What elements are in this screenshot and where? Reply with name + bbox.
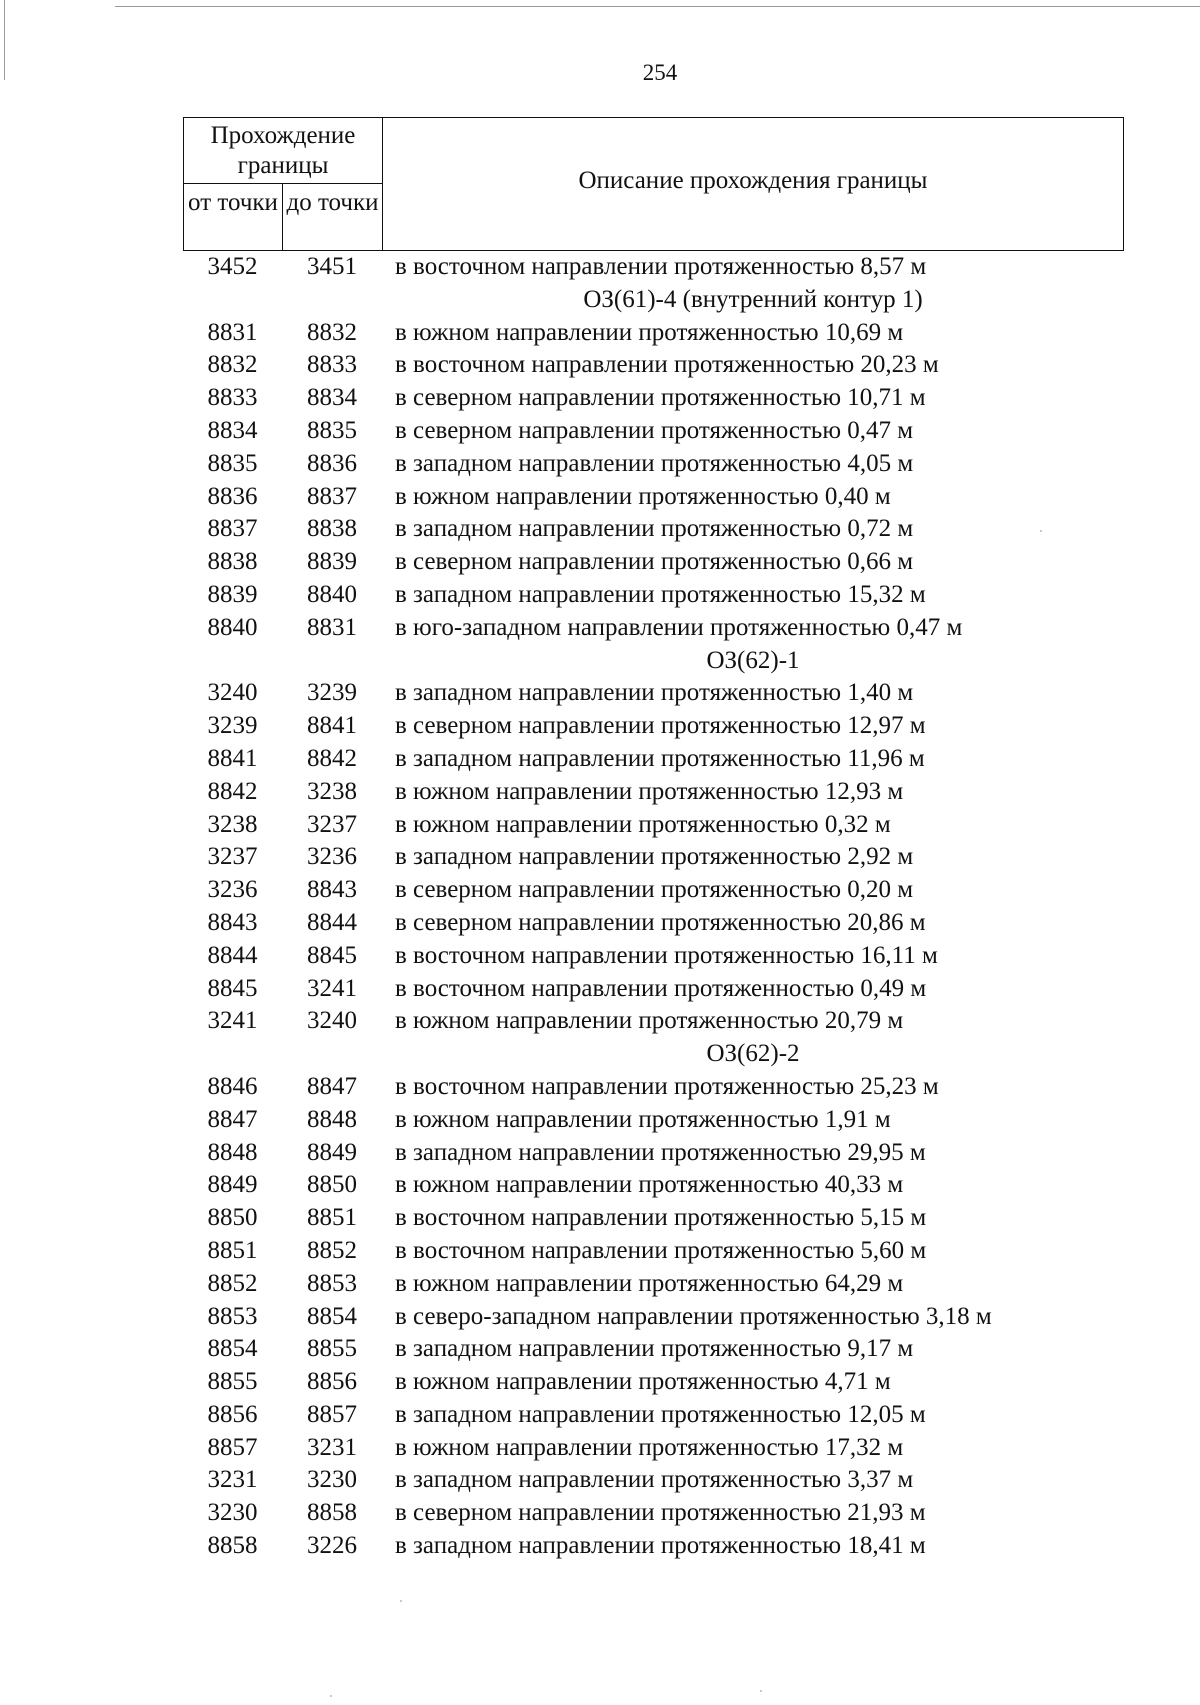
description-cell: в южном направлении протяженностью 12,93 м — [395, 777, 904, 805]
description-cell: в западном направлении протяженностью 2,92 м — [395, 843, 914, 871]
from-point-cell: 8852 — [207, 1269, 258, 1297]
description-cell: в юго-западном направлении протяженностью 0,47 м — [395, 613, 963, 641]
description-cell: в южном направлении протяженностью 10,69 м — [395, 318, 904, 346]
from-point-cell: 3237 — [207, 843, 258, 871]
header-to-point: до точки — [283, 184, 383, 250]
from-point-cell: 8847 — [207, 1105, 258, 1133]
from-point-cell: 8838 — [207, 548, 258, 576]
to-point-cell: 8845 — [307, 941, 357, 969]
description-cell: в южном направлении протяженностью 40,33 м — [395, 1171, 904, 1199]
from-point-cell: 8843 — [207, 908, 258, 936]
to-point-cell: 8841 — [307, 712, 357, 740]
table-row — [183, 1432, 1124, 1465]
description-cell: в северном направлении протяженностью 12,97 м — [395, 712, 926, 740]
table-row — [183, 907, 1124, 940]
section-title: ОЗ(62)-2 — [706, 1040, 800, 1068]
from-point-cell: 3230 — [207, 1499, 258, 1527]
to-point-cell: 8839 — [307, 548, 357, 576]
table-row — [183, 1071, 1124, 1104]
table-row — [183, 973, 1124, 1006]
description-cell: в северном направлении протяженностью 0,47 м — [395, 416, 914, 444]
description-cell: в западном направлении протяженностью 4,05 м — [395, 449, 914, 477]
table-row — [183, 1268, 1124, 1301]
section-title: ОЗ(62)-1 — [706, 646, 800, 674]
from-point-cell: 8842 — [207, 777, 258, 805]
from-point-cell: 8835 — [207, 449, 258, 477]
description-cell: в восточном направлении протяженностью 5,60 м — [395, 1236, 927, 1264]
description-cell: в западном направлении протяженностью 9,17 м — [395, 1335, 914, 1363]
description-cell: в западном направлении протяженностью 12,05 м — [395, 1400, 926, 1428]
table-row — [183, 382, 1124, 415]
to-point-cell: 8840 — [307, 580, 357, 608]
description-cell: в южном направлении протяженностью 64,29 м — [395, 1269, 904, 1297]
description-cell: в восточном направлении протяженностью 16,11 м — [395, 941, 938, 969]
description-cell: в южном направлении протяженностью 1,91 м — [395, 1105, 891, 1133]
to-point-cell: 3226 — [307, 1532, 357, 1560]
to-point-cell: 8853 — [307, 1269, 357, 1297]
description-cell: в северо-западном направлении протяженностью 3,18 м — [395, 1302, 992, 1330]
header-boundary-passage: Прохождение границы — [184, 118, 383, 184]
from-point-cell: 8850 — [207, 1204, 258, 1232]
description-cell: в северном направлении протяженностью 0,66 м — [395, 548, 914, 576]
table-row — [183, 349, 1124, 382]
from-point-cell: 8855 — [207, 1368, 258, 1396]
to-point-cell: 8837 — [307, 482, 357, 510]
boundary-table-body — [183, 251, 1124, 1563]
from-point-cell: 8845 — [207, 974, 258, 1002]
description-cell: в западном направлении протяженностью 29,95 м — [395, 1138, 926, 1166]
to-point-cell: 8848 — [307, 1105, 357, 1133]
to-point-cell: 8849 — [307, 1138, 357, 1166]
to-point-cell: 3231 — [307, 1433, 357, 1461]
table-row — [183, 481, 1124, 514]
description-cell: в южном направлении протяженностью 4,71 м — [395, 1368, 891, 1396]
from-point-cell: 8844 — [207, 941, 258, 969]
description-cell: в западном направлении протяженностью 15,32 м — [395, 580, 926, 608]
table-row — [183, 1399, 1124, 1432]
table-row — [183, 1333, 1124, 1366]
table-row — [183, 1497, 1124, 1530]
table-row — [183, 579, 1124, 612]
from-point-cell: 8848 — [207, 1138, 258, 1166]
from-point-cell: 8840 — [207, 613, 258, 641]
to-point-cell: 8844 — [307, 908, 357, 936]
table-row — [183, 1137, 1124, 1170]
to-point-cell: 8852 — [307, 1236, 357, 1264]
from-point-cell: 8851 — [207, 1236, 258, 1264]
to-point-cell: 3237 — [307, 810, 357, 838]
description-cell: в южном направлении протяженностью 20,79 м — [395, 1007, 904, 1035]
to-point-cell: 3451 — [307, 253, 357, 280]
table-row — [183, 710, 1124, 743]
table-row — [183, 1235, 1124, 1268]
from-point-cell: 3238 — [207, 810, 258, 838]
to-point-cell: 3241 — [307, 974, 357, 1002]
to-point-cell: 3238 — [307, 777, 357, 805]
from-point-cell: 8833 — [207, 384, 258, 412]
to-point-cell: 8842 — [307, 744, 357, 772]
section-heading-row — [183, 1038, 1124, 1071]
from-point-cell: 8834 — [207, 416, 258, 444]
header-boundary-description: Описание прохождения границы — [578, 167, 928, 194]
to-point-cell: 3239 — [307, 679, 357, 707]
to-point-cell: 8836 — [307, 449, 357, 477]
table-row — [183, 546, 1124, 579]
to-point-cell: 3230 — [307, 1466, 357, 1494]
table-row — [183, 251, 1124, 284]
from-point-cell: 3239 — [207, 712, 258, 740]
description-cell: в северном направлении протяженностью 10,71 м — [395, 384, 926, 412]
to-point-cell: 3236 — [307, 843, 357, 871]
to-point-cell: 8858 — [307, 1499, 357, 1527]
table-row — [183, 1530, 1124, 1563]
to-point-cell: 8831 — [307, 613, 357, 641]
to-point-cell: 8855 — [307, 1335, 357, 1363]
table-row — [183, 1169, 1124, 1202]
from-point-cell: 8831 — [207, 318, 258, 346]
from-point-cell: 3236 — [207, 876, 258, 904]
from-point-cell: 8832 — [207, 351, 258, 379]
description-cell: в восточном направлении протяженностью 0,49 м — [395, 974, 927, 1002]
table-row — [183, 1464, 1124, 1497]
from-point-cell: 3231 — [207, 1466, 258, 1494]
description-cell: в восточном направлении протяженностью 8,57 м — [395, 253, 927, 280]
description-cell: в восточном направлении протяженностью 20,23 м — [395, 351, 939, 379]
scan-speck — [330, 1695, 332, 1697]
from-point-cell: 8849 — [207, 1171, 258, 1199]
from-point-cell: 8837 — [207, 515, 258, 543]
table-row — [183, 1005, 1124, 1038]
table-row — [183, 1301, 1124, 1334]
to-point-cell: 8856 — [307, 1368, 357, 1396]
from-point-cell: 8841 — [207, 744, 258, 772]
table-row — [183, 317, 1124, 350]
description-cell: в южном направлении протяженностью 0,32 м — [395, 810, 891, 838]
to-point-cell: 8850 — [307, 1171, 357, 1199]
from-point-cell: 8846 — [207, 1072, 258, 1100]
scan-speck — [1040, 530, 1042, 532]
to-point-cell: 8847 — [307, 1072, 357, 1100]
table-row — [183, 809, 1124, 842]
header-from-point: от точки — [184, 184, 283, 250]
from-point-cell: 8857 — [207, 1433, 258, 1461]
description-cell: в восточном направлении протяженностью 25,23 м — [395, 1072, 939, 1100]
table-row — [183, 776, 1124, 809]
to-point-cell: 8838 — [307, 515, 357, 543]
from-point-cell: 8839 — [207, 580, 258, 608]
description-cell: в восточном направлении протяженностью 5,15 м — [395, 1204, 927, 1232]
from-point-cell: 8836 — [207, 482, 258, 510]
description-cell: в южном направлении протяженностью 0,40 м — [395, 482, 891, 510]
from-point-cell: 8858 — [207, 1532, 258, 1560]
scan-speck — [400, 1600, 402, 1602]
table-header — [183, 117, 1124, 251]
description-cell: в северном направлении протяженностью 20,86 м — [395, 908, 926, 936]
table-row — [183, 1366, 1124, 1399]
from-point-cell: 3241 — [207, 1007, 258, 1035]
from-point-cell: 8856 — [207, 1400, 258, 1428]
from-point-cell: 3452 — [207, 253, 258, 280]
page-number: 254 — [642, 60, 678, 85]
to-point-cell: 8833 — [307, 351, 357, 379]
from-point-cell: 3240 — [207, 679, 258, 707]
to-point-cell: 8851 — [307, 1204, 357, 1232]
to-point-cell: 8854 — [307, 1302, 357, 1330]
table-row — [183, 415, 1124, 448]
section-title: ОЗ(61)-4 (внутренний контур 1) — [583, 285, 923, 313]
table-row — [183, 612, 1124, 645]
table-row — [183, 874, 1124, 907]
description-cell: в западном направлении протяженностью 1,40 м — [395, 679, 914, 707]
table-row — [183, 1202, 1124, 1235]
from-point-cell: 8854 — [207, 1335, 258, 1363]
to-point-cell: 8832 — [307, 318, 357, 346]
description-cell: в западном направлении протяженностью 0,72 м — [395, 515, 914, 543]
description-cell: в западном направлении протяженностью 3,37 м — [395, 1466, 914, 1494]
scan-speck — [760, 1690, 762, 1692]
to-point-cell: 8857 — [307, 1400, 357, 1428]
table-row — [183, 513, 1124, 546]
to-point-cell: 8834 — [307, 384, 357, 412]
description-cell: в южном направлении протяженностью 17,32 м — [395, 1433, 904, 1461]
to-point-cell: 3240 — [307, 1007, 357, 1035]
table-row — [183, 1104, 1124, 1137]
description-cell: в северном направлении протяженностью 21,93 м — [395, 1499, 926, 1527]
table-row — [183, 841, 1124, 874]
table-row — [183, 940, 1124, 973]
description-cell: в западном направлении протяженностью 18,41 м — [395, 1532, 926, 1560]
table-row — [183, 743, 1124, 776]
table-row — [183, 448, 1124, 481]
to-point-cell: 8843 — [307, 876, 357, 904]
from-point-cell: 8853 — [207, 1302, 258, 1330]
section-heading-row — [183, 645, 1124, 678]
scan-top-edge-line — [115, 6, 1200, 7]
table-row — [183, 677, 1124, 710]
description-cell: в северном направлении протяженностью 0,20 м — [395, 876, 914, 904]
description-cell: в западном направлении протяженностью 11,96 м — [395, 744, 925, 772]
section-heading-row — [183, 284, 1124, 317]
to-point-cell: 8835 — [307, 416, 357, 444]
